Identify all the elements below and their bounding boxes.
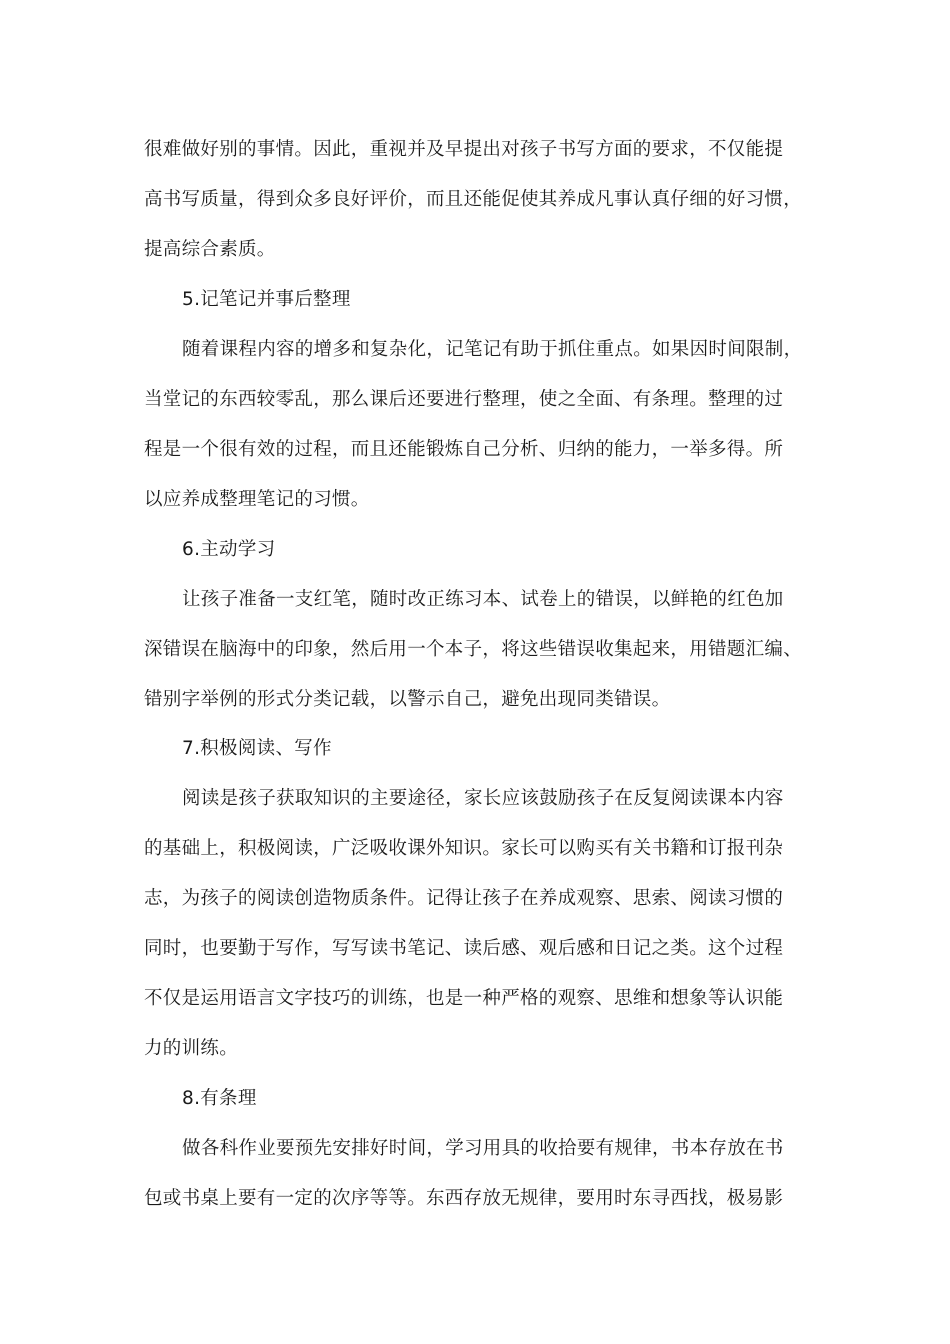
section-heading: 7.积极阅读、写作 bbox=[182, 738, 332, 759]
body-text-line: 高书写质量，得到众多良好评价，而且还能促使其养成凡事认真仔细的好习惯， bbox=[144, 189, 803, 210]
body-text-line: 提高综合素质。 bbox=[144, 239, 276, 260]
section-heading: 6.主动学习 bbox=[182, 539, 276, 560]
body-text-line: 阅读是孩子获取知识的主要途径，家长应该鼓励孩子在反复阅读课本内容 bbox=[182, 788, 784, 809]
body-text-line: 不仅是运用语言文字技巧的训练，也是一种严格的观察、思维和想象等认识能 bbox=[144, 988, 784, 1009]
body-text-line: 力的训练。 bbox=[144, 1038, 239, 1059]
body-text-line: 程是一个很有效的过程，而且还能锻炼自己分析、归纳的能力，一举多得。所 bbox=[144, 439, 784, 460]
body-text-line: 深错误在脑海中的印象，然后用一个本子，将这些错误收集起来，用错题汇编、 bbox=[144, 639, 803, 660]
section-heading: 5.记笔记并事后整理 bbox=[182, 289, 351, 310]
body-text-line: 错别字举例的形式分类记载，以警示自己，避免出现同类错误。 bbox=[144, 689, 671, 710]
body-text-line: 让孩子准备一支红笔，随时改正练习本、试卷上的错误，以鲜艳的红色加 bbox=[182, 589, 784, 610]
body-text-line: 的基础上，积极阅读，广泛吸收课外知识。家长可以购买有关书籍和订报刊杂 bbox=[144, 838, 784, 859]
body-text-line: 包或书桌上要有一定的次序等等。东西存放无规律，要用时东寻西找，极易影 bbox=[144, 1188, 784, 1209]
body-text-line: 随着课程内容的增多和复杂化，记笔记有助于抓住重点。如果因时间限制， bbox=[182, 339, 803, 360]
body-text-line: 当堂记的东西较零乱，那么课后还要进行整理，使之全面、有条理。整理的过 bbox=[144, 389, 784, 410]
body-text-line: 做各科作业要预先安排好时间，学习用具的收拾要有规律，书本存放在书 bbox=[182, 1138, 784, 1159]
body-text-line: 志，为孩子的阅读创造物质条件。记得让孩子在养成观察、思索、阅读习惯的 bbox=[144, 888, 784, 909]
body-text-line: 以应养成整理笔记的习惯。 bbox=[144, 489, 370, 510]
body-text-line: 很难做好别的事情。因此，重视并及早提出对孩子书写方面的要求，不仅能提 bbox=[144, 139, 784, 160]
body-text-line: 同时，也要勤于写作，写写读书笔记、读后感、观后感和日记之类。这个过程 bbox=[144, 938, 784, 959]
section-heading: 8.有条理 bbox=[182, 1088, 257, 1109]
